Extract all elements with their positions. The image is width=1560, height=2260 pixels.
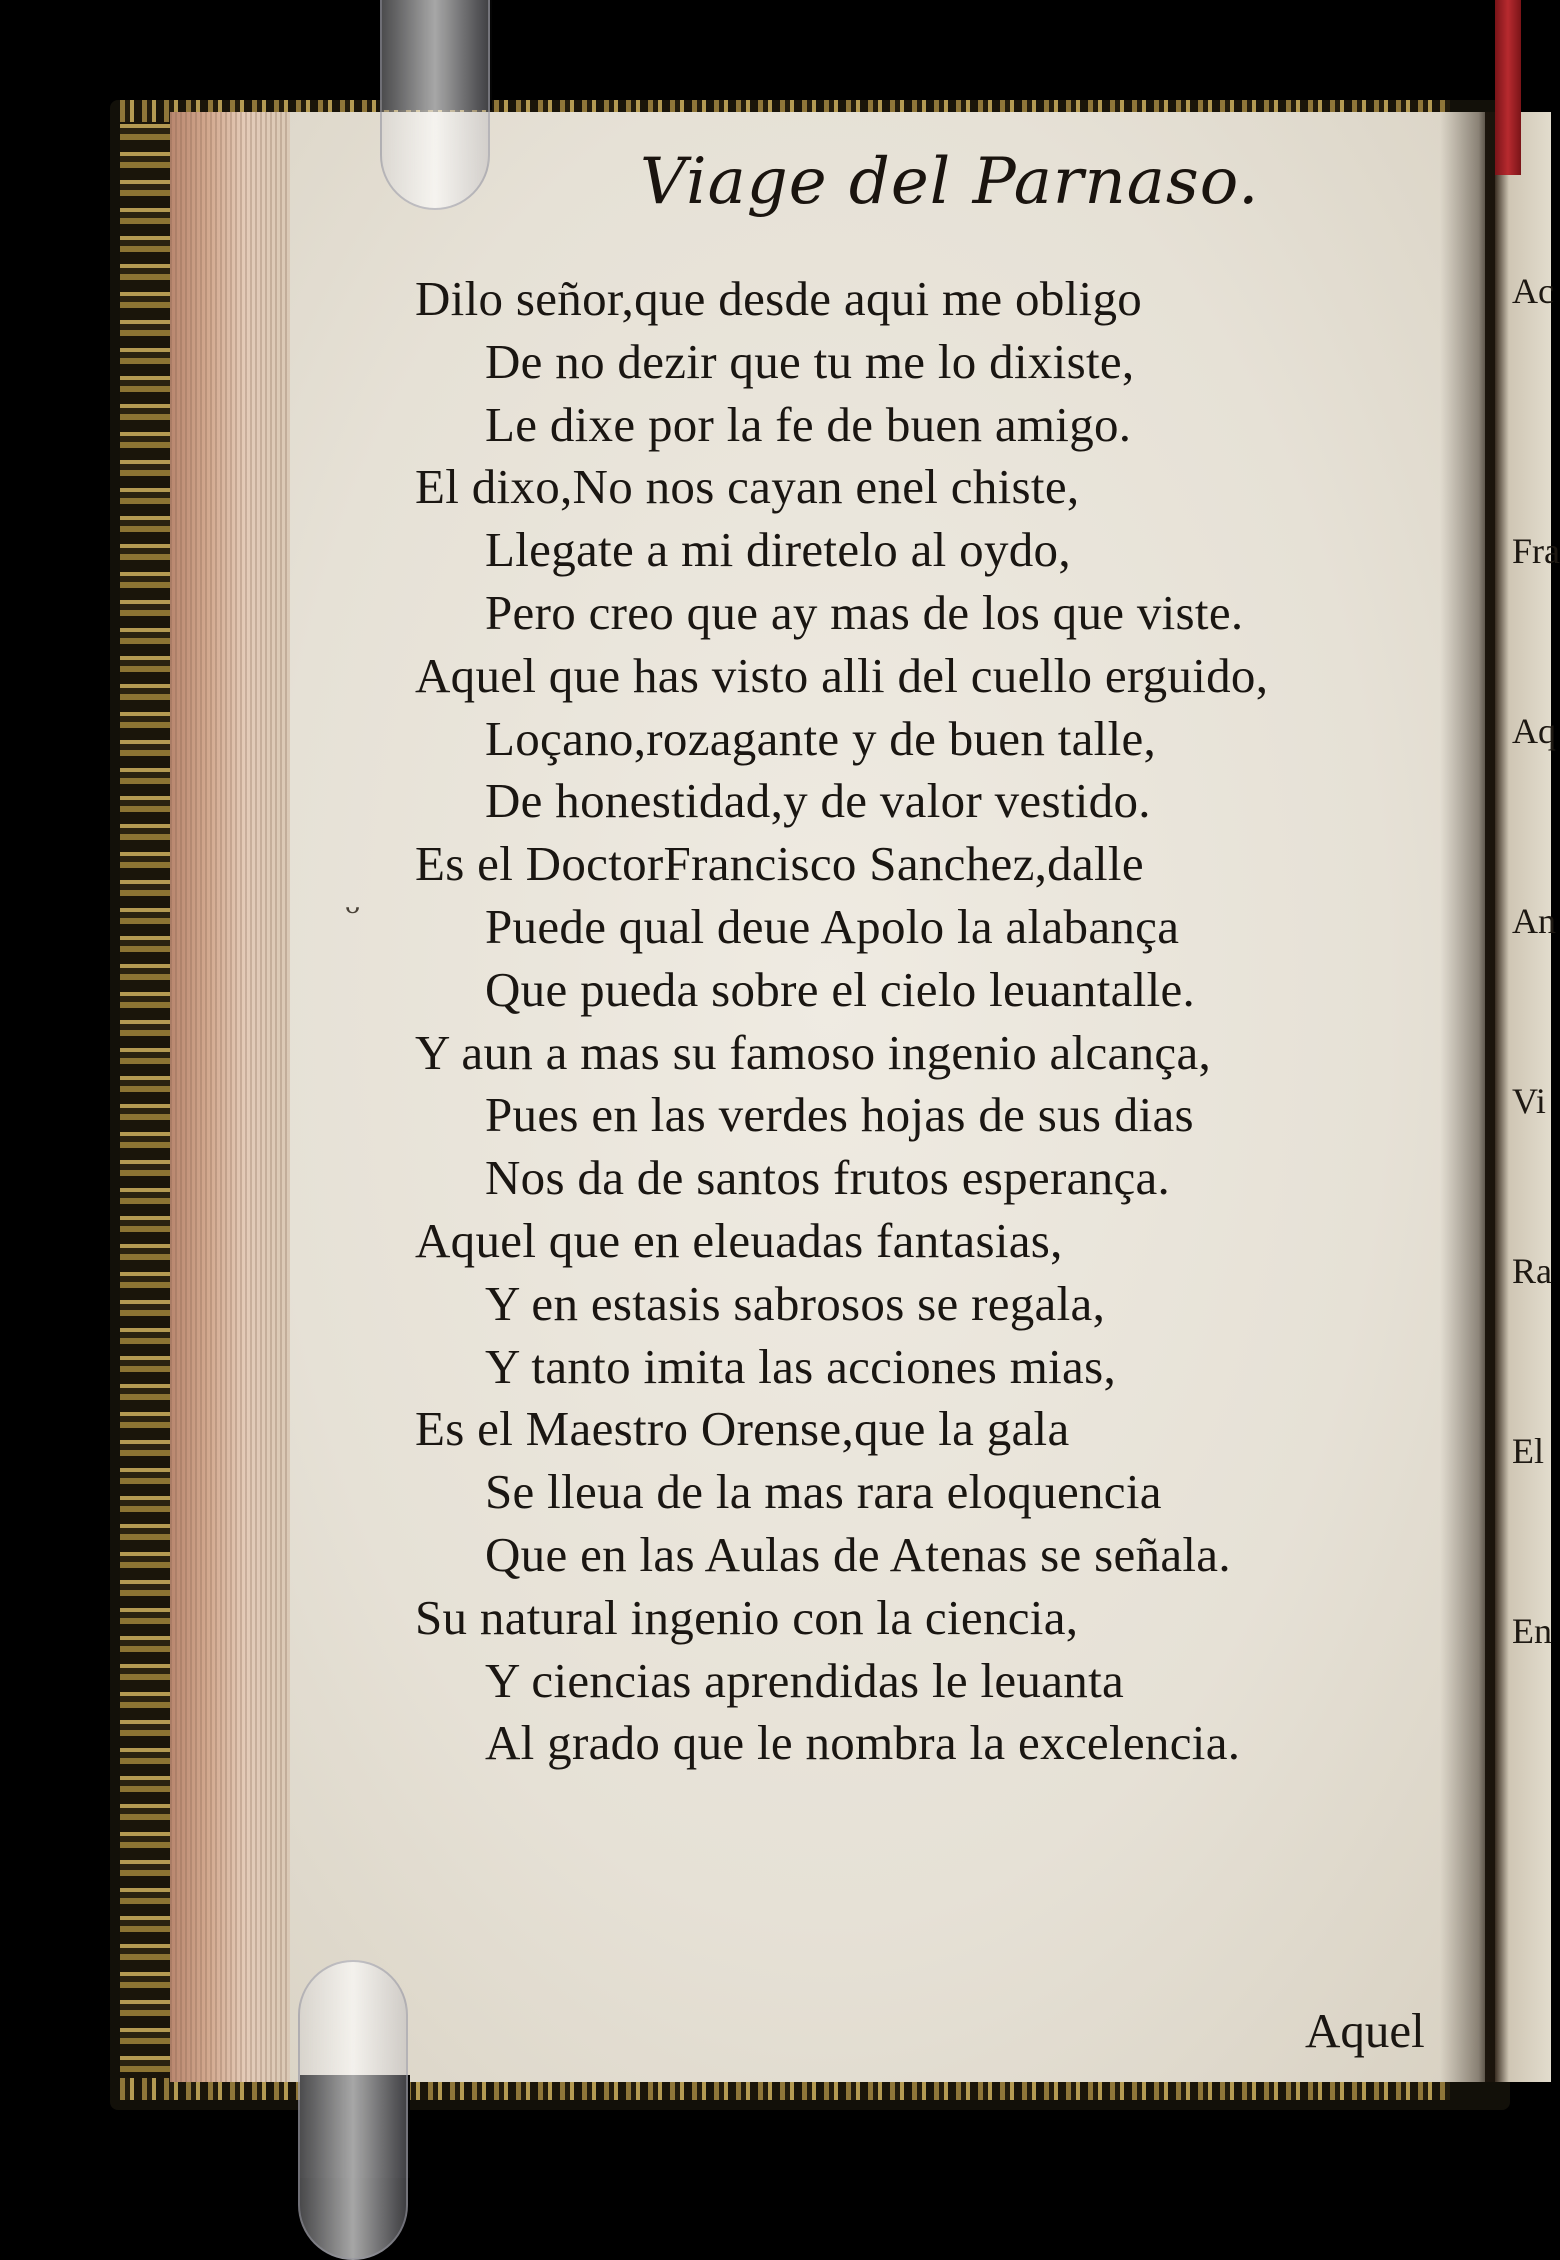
verse-line: Pues en las verdes hojas de sus dias (485, 1087, 1194, 1143)
page-clip-top (380, 0, 490, 210)
verse-line: Pero creo que ay mas de los que viste. (485, 584, 1244, 640)
verse-line: Que en las Aulas de Atenas se señala. (485, 1526, 1231, 1582)
verse-line: Le dixe por la fe de buen amigo. (485, 396, 1132, 452)
verse-line: Aquel que has visto alli del cuello erguido, (415, 647, 1269, 703)
margin-mark: ᵕ (345, 890, 361, 936)
running-head: Viage del Parnaso. (640, 145, 1260, 219)
facing-page-initial: El (1512, 1431, 1544, 1471)
facing-page-initial: Ac (1512, 271, 1554, 311)
verse-line: Se lleua de la mas rara eloquencia (485, 1464, 1162, 1520)
page-clip-bottom (298, 1960, 408, 2260)
facing-page-initial: Ra (1512, 1251, 1552, 1291)
verse-line: Su natural ingenio con la ciencia, (415, 1589, 1079, 1645)
verse-text (395, 268, 1268, 1775)
verse-line: Nos da de santos frutos esperança. (485, 1150, 1171, 1206)
verse-line: Y aun a mas su famoso ingenio alcança, (415, 1024, 1212, 1080)
facing-page-initial: An (1512, 901, 1556, 941)
page-fore-edge (170, 112, 295, 2082)
verse-line: Es el Maestro Orense,que la gala (415, 1401, 1070, 1457)
verse-line: Al grado que le nombra la excelencia. (485, 1715, 1241, 1771)
facing-page-initial: Vi (1512, 1081, 1546, 1121)
facing-page-initial: Aq (1512, 711, 1556, 751)
verse-line: De honestidad,y de valor vestido. (485, 773, 1151, 829)
verse-line: Aquel que en eleuadas fantasias, (415, 1212, 1063, 1268)
verse-line: Y tanto imita las acciones mias, (485, 1338, 1116, 1394)
ribbon-bookmark (1495, 0, 1521, 175)
verse-line: El dixo,No nos cayan enel chiste, (415, 459, 1080, 515)
facing-page-initial: Fra (1512, 531, 1560, 571)
verse-line: Es el DoctorFrancisco Sanchez,dalle (415, 836, 1144, 892)
verse-line: Y ciencias aprendidas le leuanta (485, 1652, 1125, 1708)
verse-line: Puede qual deue Apolo la alabança (485, 898, 1180, 954)
verse-line: Que pueda sobre el cielo leuantalle. (485, 961, 1196, 1017)
catchword: Aquel (1305, 2003, 1425, 2058)
verse-line: Loçano,rozagante y de buen talle, (485, 710, 1157, 766)
verse-line: Y en estasis sabrosos se regala, (485, 1275, 1106, 1331)
verse-line: Dilo señor,que desde aqui me obligo (415, 271, 1143, 326)
verse-line: Llegate a mi diretelo al oydo, (485, 522, 1071, 578)
facing-page-initial: En (1512, 1611, 1552, 1651)
verse-line: De no dezir que tu me lo dixiste, (485, 333, 1135, 389)
page-gutter-shadow (1440, 112, 1495, 2082)
